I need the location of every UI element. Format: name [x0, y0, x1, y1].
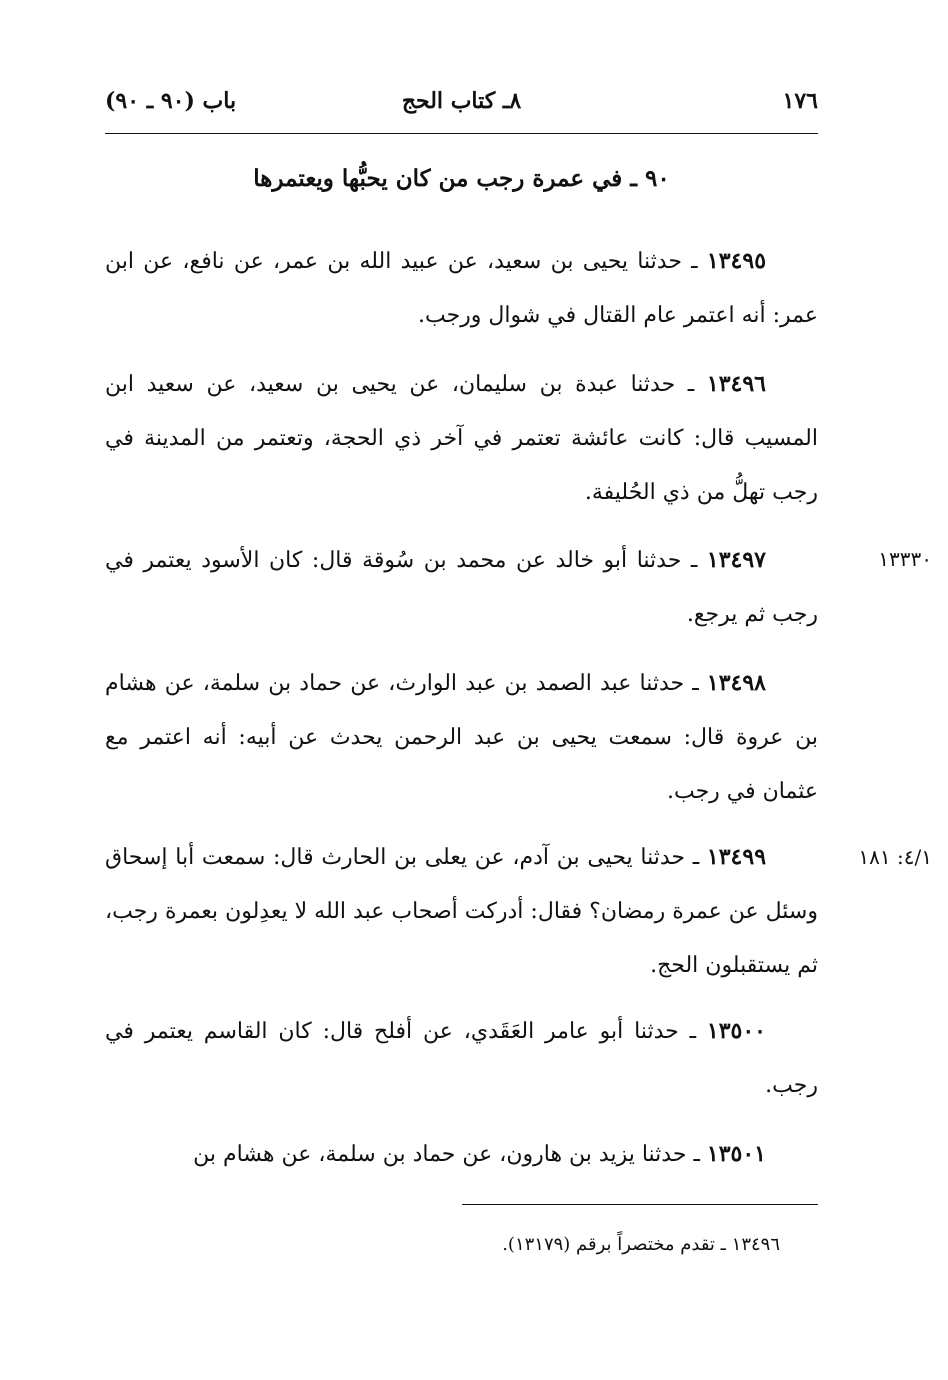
page-number: ١٧٦ — [782, 88, 818, 114]
hadith-text: ـ حدثنا عبدة بن سليمان، عن يحيى بن سعيد، عن سعيد ابن المسيب قال: كانت عائشة تعتمر في آخر ذي الحجة، وتعتمر من المدينة في رجب تهلُّ من ذي الحُليفة. — [105, 372, 818, 505]
hadith-number: ١٣٤٩٦ — [706, 371, 766, 397]
hadith-13498 — [105, 656, 818, 819]
hadith-number: ١٣٥٠٠ — [706, 1018, 766, 1044]
hadith-text: ـ حدثنا أبو خالد عن محمد بن سُوقة قال: كان الأسود يعتمر في رجب ثم يرجع. — [105, 548, 818, 627]
hadith-text: ـ حدثنا أبو عامر العَقَدي، عن أفلح قال: كان القاسم يعتمر في رجب. — [105, 1019, 818, 1098]
hadith-13497 — [105, 533, 818, 642]
footnote: ١٣٤٩٦ ـ تقدم مختصراً برقم (١٣١٧٩). — [502, 1234, 780, 1255]
hadith-number: ١٣٤٩٥ — [706, 248, 767, 274]
hadith-text: ـ حدثنا عبد الصمد بن عبد الوارث، عن حماد بن سلمة، عن هشام بن عروة قال: سمعت يحيى بن عبد الرحمن يحدث عن أبيه: أنه اعتمر مع عثمان في رجب. — [105, 671, 818, 804]
footnote-rule — [462, 1204, 818, 1205]
hadith-number: ١٣٤٩٧ — [706, 547, 766, 573]
margin-reference: ١٣٣٣٠ — [878, 547, 932, 571]
hadith-text: ـ حدثنا يزيد بن هارون، عن حماد بن سلمة، عن هشام بن — [193, 1142, 700, 1167]
margin-reference: ٤/١: ١٨١ — [858, 845, 932, 869]
hadith-number: ١٣٤٩٩ — [706, 844, 767, 870]
hadith-text: ـ حدثنا يحيى بن سعيد، عن عبيد الله بن عمر، عن نافع، عن ابن عمر: أنه اعتمر عام القتال في شوال ورجب. — [105, 249, 818, 328]
hadith-13495 — [105, 234, 818, 343]
chapter-title: ٩٠ ـ في عمرة رجب من كان يحبُّها ويعتمرها — [253, 165, 670, 192]
hadith-13500 — [105, 1004, 818, 1113]
hadith-13501 — [105, 1127, 818, 1182]
hadith-13496 — [105, 357, 818, 520]
book-title: ٨ـ كتاب الحج — [401, 88, 522, 114]
hadith-text: ـ حدثنا يحيى بن آدم، عن يعلى بن الحارث قال: سمعت أبا إسحاق وسئل عن عمرة رمضان؟ فقال: أدركت أصحاب عبد الله لا يعدِلون بعمرة رجب، ثم يستقبلون الحج. — [105, 845, 818, 978]
bab-range: باب (٩٠ ـ ٩٠) — [105, 88, 237, 114]
hadith-number: ١٣٤٩٨ — [706, 670, 766, 696]
running-header — [105, 84, 818, 124]
hadith-number: ١٣٥٠١ — [706, 1141, 766, 1167]
hadith-13499 — [105, 830, 818, 993]
header-rule — [105, 133, 818, 134]
